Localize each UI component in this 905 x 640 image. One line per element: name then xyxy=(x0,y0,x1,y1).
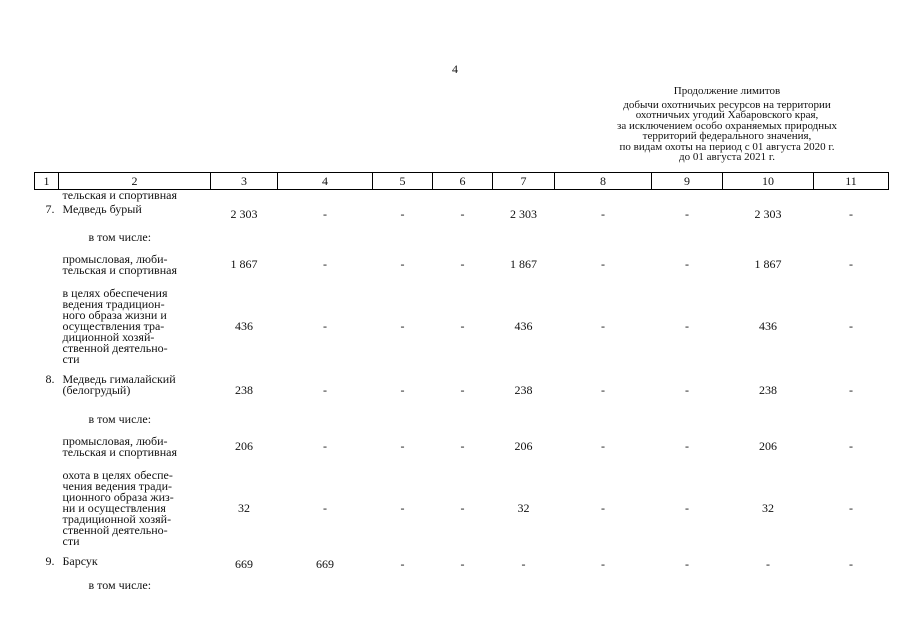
value-cell-col-3 xyxy=(211,228,278,248)
value-cell-col-7: 238 xyxy=(514,383,533,397)
caption-line: по видам охоты на период с 01 августа 2020 г. xyxy=(619,140,835,153)
caption-line: добычи охотничьих ресурсов на территории xyxy=(623,98,831,111)
column-number-header: 6 xyxy=(433,173,493,190)
value-cell-col-8: - xyxy=(601,257,605,271)
species-name: в целях обеспечения ведения традицион- ного образа жизни и осуществления тра- диционной хозяй- ственной деятельно- сти xyxy=(62,286,168,366)
table-row xyxy=(35,430,889,464)
value-cell-col-6 xyxy=(433,190,493,202)
table-body xyxy=(35,190,889,596)
value-cell-col-8: - xyxy=(601,207,605,221)
value-cell-col-11 xyxy=(814,228,889,248)
value-cell-col-5 xyxy=(373,576,433,596)
value-cell-col-5: - xyxy=(400,319,405,333)
value-cell-col-4 xyxy=(278,410,373,430)
column-number-header: 3 xyxy=(211,173,278,190)
value-cell-col-3: 436 xyxy=(235,319,253,333)
value-cell-col-9: - xyxy=(685,383,689,397)
value-cell-col-6: - xyxy=(460,257,465,271)
table-row xyxy=(35,190,889,202)
value-cell-col-10 xyxy=(723,576,814,596)
value-cell-col-11: - xyxy=(849,319,853,333)
value-cell-col-8: - xyxy=(601,383,605,397)
value-cell-col-9: - xyxy=(685,439,689,453)
value-cell-col-5: - xyxy=(400,257,405,271)
species-name: в том числе: xyxy=(88,230,152,244)
column-number-header: 4 xyxy=(278,173,373,190)
value-cell-col-3: 2 303 xyxy=(230,207,258,221)
species-name: Медведь бурый xyxy=(62,201,142,216)
row-number xyxy=(35,430,59,464)
species-name: охота в целях обеспе- чения ведения тради- ционного образа жиз- ни и осуществления традиционной хозяй- ственной деятельно- сти xyxy=(62,468,174,548)
table-row xyxy=(35,410,889,430)
table-row xyxy=(35,554,889,576)
value-cell-col-7: 206 xyxy=(514,439,533,453)
value-cell-col-7: 32 xyxy=(517,501,530,515)
row-number xyxy=(35,576,59,596)
column-number-header: 10 xyxy=(723,173,814,190)
caption-line: охотничьих угодий Хабаровского края, xyxy=(635,109,819,121)
limits-table xyxy=(34,172,889,596)
value-cell-col-10: 436 xyxy=(759,319,777,333)
value-cell-col-10: 1 867 xyxy=(754,257,782,271)
value-cell-col-4: - xyxy=(323,501,327,515)
value-cell-col-5 xyxy=(373,190,433,202)
value-cell-col-10: 206 xyxy=(759,439,777,453)
value-cell-col-11: - xyxy=(849,383,853,397)
value-cell-col-8 xyxy=(555,190,652,202)
value-cell-col-8: - xyxy=(601,319,605,333)
value-cell-col-5 xyxy=(373,228,433,248)
value-cell-col-8 xyxy=(555,576,652,596)
value-cell-col-4 xyxy=(278,576,373,596)
row-number: 9. xyxy=(45,553,55,568)
value-cell-col-9 xyxy=(652,190,723,202)
row-number xyxy=(35,190,59,202)
value-cell-col-7 xyxy=(493,410,555,430)
value-cell-col-7: 1 867 xyxy=(510,257,537,271)
value-cell-col-7 xyxy=(493,576,555,596)
value-cell-col-3 xyxy=(211,576,278,596)
caption-line: до 01 августа 2021 г. xyxy=(679,151,775,163)
value-cell-col-4: - xyxy=(323,257,327,271)
value-cell-col-4: 669 xyxy=(316,557,334,571)
value-cell-col-4: - xyxy=(323,319,327,333)
value-cell-col-3: 238 xyxy=(235,383,253,397)
value-cell-col-9: - xyxy=(685,557,689,571)
value-cell-col-9: - xyxy=(685,257,689,271)
species-name: промысловая, люби- тельская и спортивная xyxy=(62,433,177,459)
table-row xyxy=(35,228,889,248)
value-cell-col-7: - xyxy=(521,557,526,571)
caption-line: за исключением особо охраняемых природных xyxy=(616,119,838,132)
value-cell-col-4 xyxy=(278,190,373,202)
column-number-header: 8 xyxy=(555,173,652,190)
value-cell-col-11 xyxy=(814,410,889,430)
column-number-header: 1 xyxy=(35,173,59,190)
value-cell-col-9 xyxy=(652,576,723,596)
row-number xyxy=(35,228,59,248)
page-number: 4 xyxy=(452,62,458,76)
value-cell-col-3 xyxy=(211,410,278,430)
value-cell-col-7 xyxy=(493,190,555,202)
value-cell-col-5: - xyxy=(400,557,405,571)
row-number: 8. xyxy=(45,371,55,386)
table-caption xyxy=(582,86,872,163)
species-name: в том числе: xyxy=(88,578,152,592)
value-cell-col-10 xyxy=(723,228,814,248)
value-cell-col-8: - xyxy=(601,557,605,571)
value-cell-col-9 xyxy=(652,410,723,430)
value-cell-col-6: - xyxy=(460,383,465,397)
value-cell-col-5 xyxy=(373,410,433,430)
value-cell-col-11: - xyxy=(849,257,853,271)
value-cell-col-3: 1 867 xyxy=(230,257,258,271)
column-number-header: 9 xyxy=(652,173,723,190)
caption-line: территорий федерального значения, xyxy=(642,130,812,142)
value-cell-col-10 xyxy=(723,190,814,202)
value-cell-col-6 xyxy=(433,228,493,248)
table-row xyxy=(35,576,889,596)
value-cell-col-6 xyxy=(433,576,493,596)
value-cell-col-6: - xyxy=(460,501,465,515)
value-cell-col-11: - xyxy=(849,501,853,515)
value-cell-col-4: - xyxy=(323,383,327,397)
table-row xyxy=(35,248,889,282)
value-cell-col-6: - xyxy=(460,207,465,221)
value-cell-col-9: - xyxy=(685,501,689,515)
column-number-header: 2 xyxy=(59,173,211,190)
value-cell-col-9: - xyxy=(685,207,689,221)
value-cell-col-5: - xyxy=(400,439,405,453)
value-cell-col-10: 2 303 xyxy=(754,207,782,221)
value-cell-col-5: - xyxy=(400,383,405,397)
species-name: в том числе: xyxy=(88,412,152,426)
value-cell-col-3: 206 xyxy=(235,439,253,453)
value-cell-col-6: - xyxy=(460,439,465,453)
value-cell-col-3 xyxy=(211,190,278,202)
value-cell-col-10 xyxy=(723,410,814,430)
row-number: 7. xyxy=(45,201,55,216)
value-cell-col-8: - xyxy=(601,439,605,453)
value-cell-col-11 xyxy=(814,190,889,202)
row-number xyxy=(35,248,59,282)
value-cell-col-11: - xyxy=(849,557,853,571)
value-cell-col-7 xyxy=(493,228,555,248)
value-cell-col-10: 32 xyxy=(762,501,774,515)
value-cell-col-7: 436 xyxy=(514,319,533,333)
row-number xyxy=(35,464,59,554)
table-row xyxy=(35,282,889,372)
caption-title: Продолжение лимитов xyxy=(673,85,781,97)
value-cell-col-6: - xyxy=(460,557,465,571)
value-cell-col-10: - xyxy=(766,557,770,571)
table-row xyxy=(35,464,889,554)
value-cell-col-8 xyxy=(555,410,652,430)
table-row xyxy=(35,372,889,410)
species-name: Медведь гималайский (белогрудый) xyxy=(62,371,176,397)
row-number xyxy=(35,410,59,430)
value-cell-col-8 xyxy=(555,228,652,248)
value-cell-col-7: 2 303 xyxy=(510,207,537,221)
value-cell-col-9 xyxy=(652,228,723,248)
value-cell-col-11 xyxy=(814,576,889,596)
value-cell-col-10: 238 xyxy=(759,383,777,397)
column-number-header: 5 xyxy=(373,173,433,190)
value-cell-col-4: - xyxy=(323,207,327,221)
value-cell-col-6 xyxy=(433,410,493,430)
value-cell-col-3: 669 xyxy=(235,557,253,571)
column-number-header: 11 xyxy=(814,173,889,190)
value-cell-col-6: - xyxy=(460,319,465,333)
value-cell-col-8: - xyxy=(601,501,605,515)
value-cell-col-5: - xyxy=(400,501,405,515)
value-cell-col-5: - xyxy=(400,207,405,221)
species-name: промысловая, люби- тельская и спортивная xyxy=(62,251,177,277)
value-cell-col-4: - xyxy=(323,439,327,453)
value-cell-col-3: 32 xyxy=(238,501,250,515)
species-name: тельская и спортивная xyxy=(62,188,177,202)
column-number-row xyxy=(35,173,889,190)
column-number-header: 7 xyxy=(493,173,555,190)
species-name: Барсук xyxy=(62,553,98,568)
value-cell-col-11: - xyxy=(849,439,853,453)
value-cell-col-4 xyxy=(278,228,373,248)
table-row xyxy=(35,202,889,228)
value-cell-col-9: - xyxy=(685,319,689,333)
row-number xyxy=(35,282,59,372)
value-cell-col-11: - xyxy=(849,207,853,221)
